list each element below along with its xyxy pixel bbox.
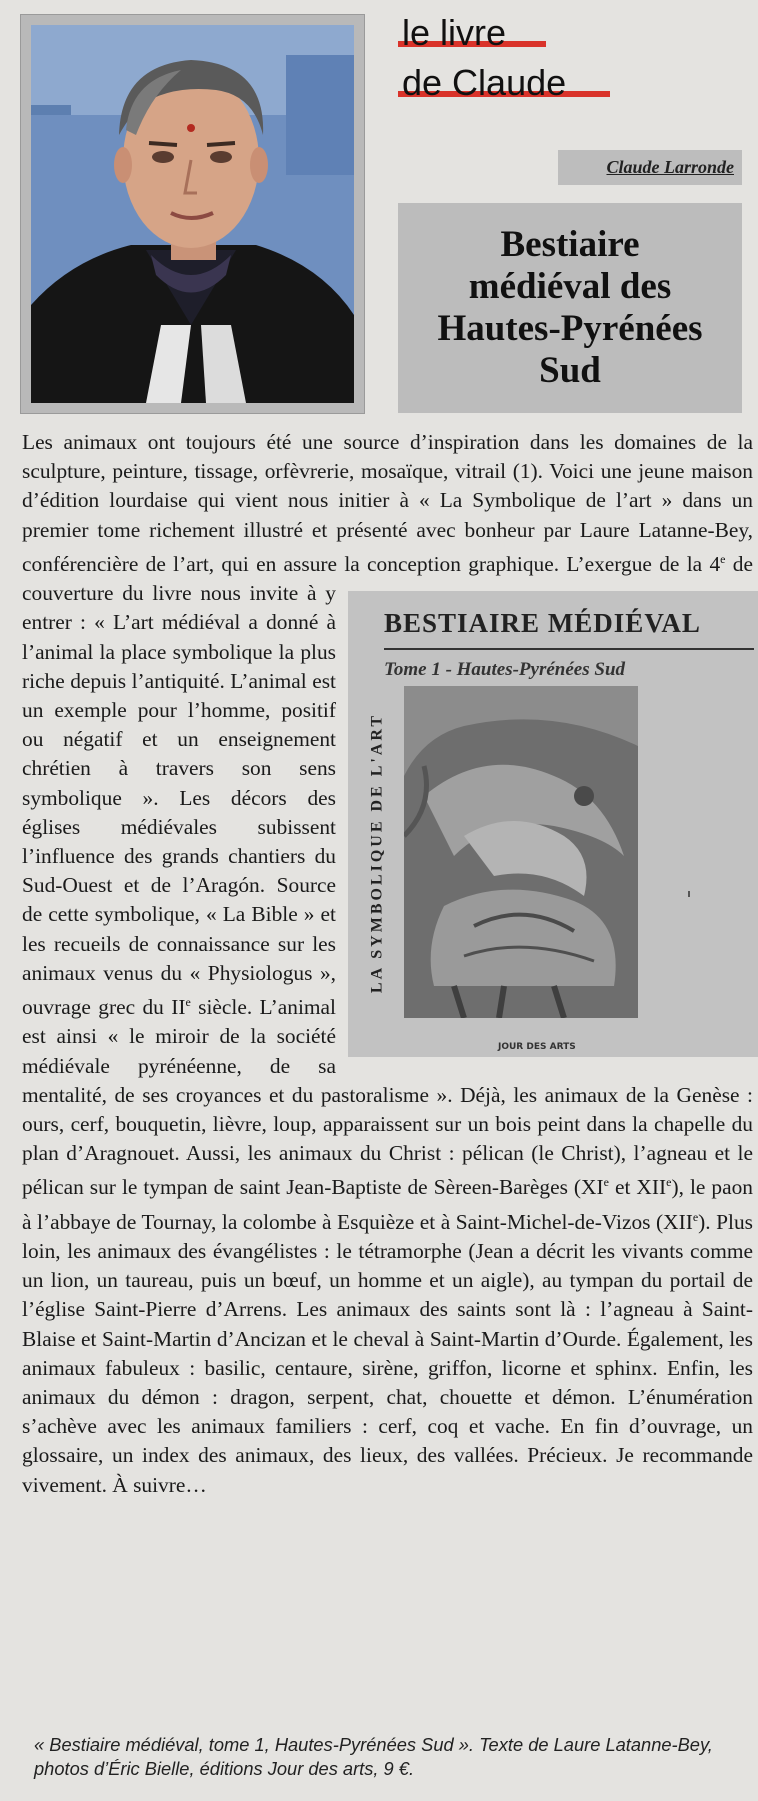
body-text: ), le paon à l’abbaye de Tournay, la colombe à Esquièze et à Saint-Michel-de-Vizos (XII xyxy=(22,1175,754,1234)
headline-box xyxy=(398,203,742,413)
body-text: Les animaux ont toujours été une source d’inspiration dans les domaines de la sculpture, peinture, tissage, orfèvrerie, mosaïque, vitrail (1). Voici une jeune maison d’édition lourdaise qui vient nous initier à « La Symbolique de l’art » dans un premier tome richement illustré et présenté avec bonheur par Laure Latanne-Bey, conférencière de l’art, qui en assure la conception graphique. L’exergue de la 4 xyxy=(22,430,753,576)
superscript: e xyxy=(185,994,191,1009)
book-spine xyxy=(362,671,392,1035)
book-spine-text: LA SYMBOLIQUE DE L'ART xyxy=(368,713,386,994)
book-title: BESTIAIRE MÉDIÉVAL xyxy=(384,608,701,639)
headline-line: Hautes-Pyrénées xyxy=(437,308,703,349)
superscript: e xyxy=(603,1175,609,1190)
author-byline: Claude Larronde xyxy=(558,150,742,185)
body-text: de couverture du livre nous invite à y entrer : « L’art médiéval a donné à l’animal la place symbolique la plus riche depuis l’antiquité. L’animal est un exemple pour l’homme, positif ou négatif et un enseignement chrétien à travers son sens symbolique ». Les décors des églises médiévales subissent l’influence des grands chantiers du Sud-Ouest et de l’Aragón. Source de cette symbolique, « La Bible » et les recueils de connaissance sur les animaux venus du « Physiologus », ouvrage grec du II xyxy=(22,551,753,1020)
headline-line: Bestiaire xyxy=(500,224,640,265)
body-text: et XII xyxy=(608,1175,667,1200)
author-photo xyxy=(20,14,365,414)
body-text: siècle. L’animal est ainsi « le miroir de la société médiévale pyrénéenne, de sa mentalité, de ses croyances et du pastoralisme ». Déjà, les animaux de la Genèse : ours, cerf, bouquetin, lièvre, loup, apparaissent sur un bois peint dans la chapelle du plan d’Aragnouet. Aussi, les animaux du Christ : pélican (le Christ), l’agneau et le pélican sur le tympan de saint Jean-Baptiste de Sèreen-Barèges (XI xyxy=(22,995,753,1200)
body-text: ). Plus loin, les animaux des évangélistes : le tétramorphe (Jean a décrit les vivants comme un lion, un taureau, puis un bœuf, un homme et un aigle), au tympan du portail de l’église Saint-Pierre d’Arrens. Les animaux des saints sont là : l’agneau à Saint-Blaise et Saint-Martin d’Ancizan et le cheval à Saint-Martin d’Ourde. Également, les animaux fabuleux : basilic, centaure, sirène, griffon, licorne et sphinx. Enfin, les animaux du démon : dragon, serpent, chat, chouette et démon. L’énumération s’achève avec les animaux familiers : cerf, coq et vache. En fin d’ouvrage, un glossaire, un index des animaux, des lieux, des vallées. Précieux. Je recommande vivement. À suivre… xyxy=(22,1209,754,1497)
speck xyxy=(688,891,690,897)
column-title-line2: de Claude xyxy=(402,62,567,103)
book-publisher: JOUR DES ARTS xyxy=(498,1042,576,1053)
book-subtitle: Tome 1 - Hautes-Pyrénées Sud xyxy=(384,659,626,681)
portrait-photo-icon xyxy=(31,25,354,403)
headline-line: Sud xyxy=(539,350,601,391)
article-body xyxy=(22,428,753,1500)
headline-line: médiéval des xyxy=(468,266,672,307)
book-caption: « Bestiaire médiéval, tome 1, Hautes-Pyrénées Sud ». Texte de Laure Latanne-Bey, photos d’Éric Bielle, éditions Jour des arts, 9 €. xyxy=(34,1734,713,1779)
column-title-line1: le livre xyxy=(402,12,507,53)
divider xyxy=(384,648,754,650)
superscript: e xyxy=(692,1209,699,1224)
superscript: e xyxy=(666,1175,672,1190)
superscript: e xyxy=(720,551,726,566)
headline xyxy=(437,224,702,392)
stone-relief-icon xyxy=(404,686,638,1018)
book-cover xyxy=(348,591,758,1057)
column-title xyxy=(402,8,642,108)
